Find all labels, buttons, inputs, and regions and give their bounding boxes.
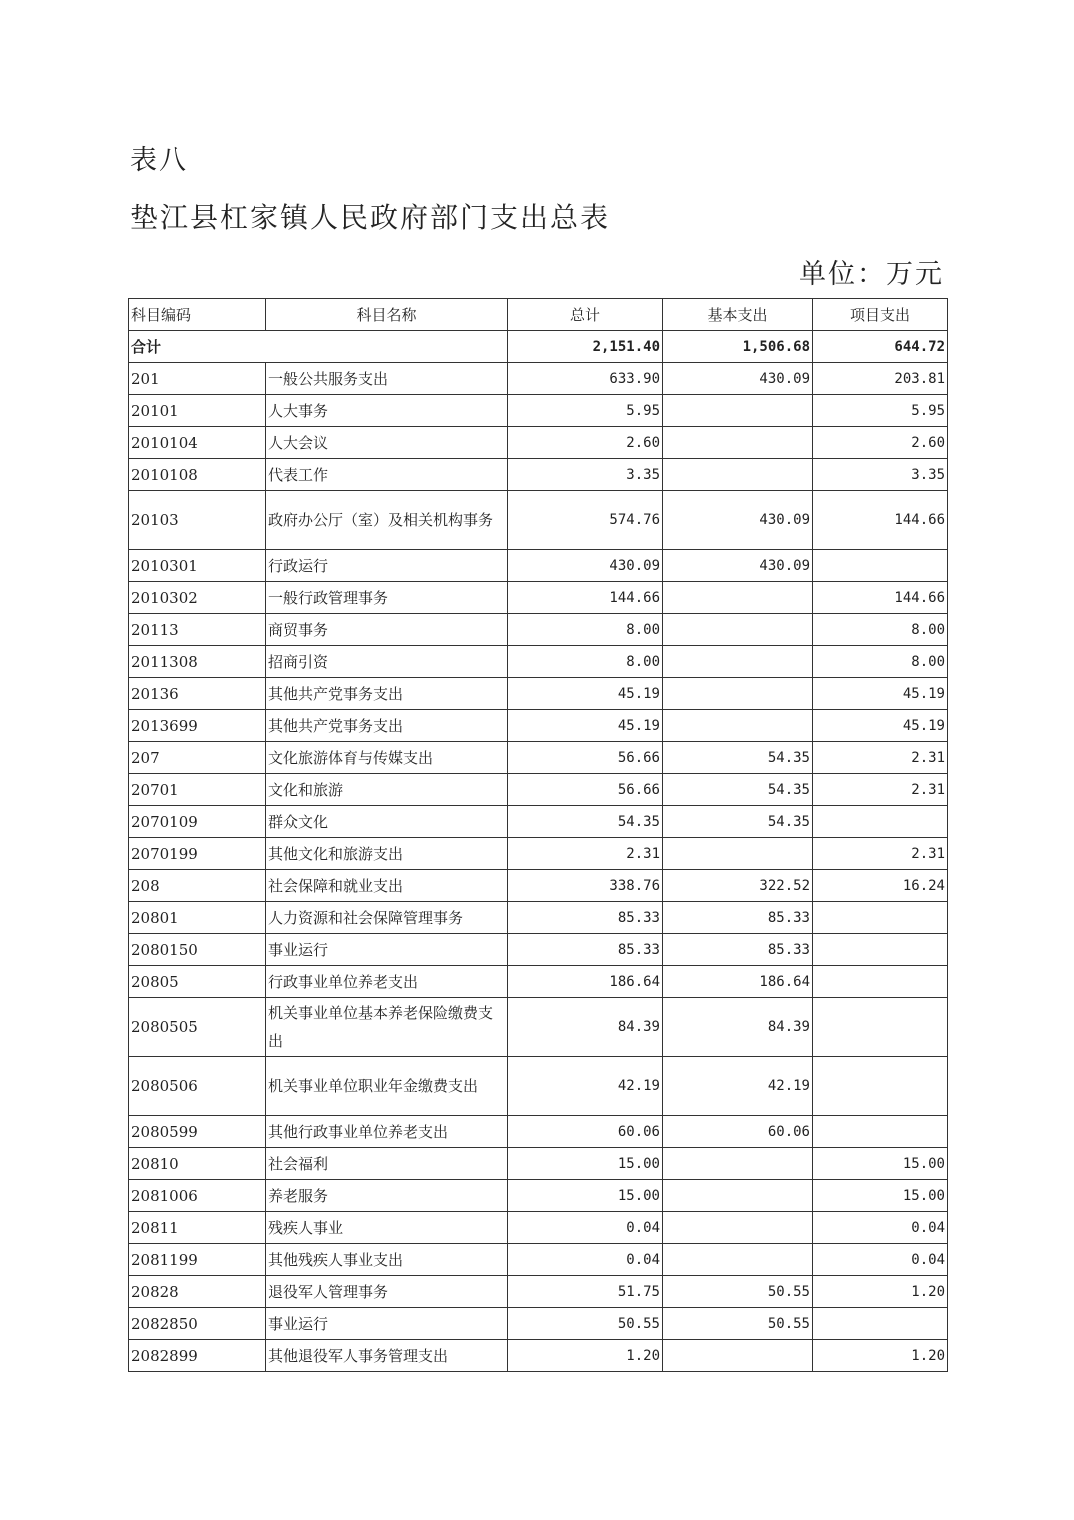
row-basic: 42.19 [663,1057,813,1116]
row-total: 45.19 [508,678,663,710]
row-project [813,966,948,998]
row-total: 1.20 [508,1340,663,1372]
row-total: 54.35 [508,806,663,838]
row-code: 201 [129,363,266,395]
row-total: 56.66 [508,742,663,774]
row-name: 社会保障和就业支出 [266,870,508,902]
row-project [813,1057,948,1116]
row-name: 行政事业单位养老支出 [266,966,508,998]
row-name: 人大会议 [266,427,508,459]
row-code: 2010301 [129,550,266,582]
table-row [129,1244,948,1276]
row-name: 社会福利 [266,1148,508,1180]
row-name: 人大事务 [266,395,508,427]
row-total: 430.09 [508,550,663,582]
row-basic [663,1244,813,1276]
header-row [129,299,948,331]
row-project: 0.04 [813,1244,948,1276]
header-basic: 基本支出 [663,299,813,331]
row-name: 事业运行 [266,934,508,966]
table-row [129,582,948,614]
table-row [129,1212,948,1244]
summary-total: 2,151.40 [508,331,663,363]
table-row [129,870,948,902]
row-code: 2010302 [129,582,266,614]
row-code: 2080505 [129,998,266,1057]
summary-row [129,331,948,363]
row-project: 2.31 [813,838,948,870]
table-row [129,363,948,395]
expenditure-table [128,298,948,1372]
row-total: 56.66 [508,774,663,806]
row-project [813,934,948,966]
row-total: 633.90 [508,363,663,395]
row-total: 144.66 [508,582,663,614]
row-total: 42.19 [508,1057,663,1116]
row-project: 2.60 [813,427,948,459]
header-name: 科目名称 [266,299,508,331]
table-row [129,902,948,934]
row-name: 其他文化和旅游支出 [266,838,508,870]
row-code: 2070199 [129,838,266,870]
row-code: 2013699 [129,710,266,742]
table-row [129,934,948,966]
row-project: 45.19 [813,678,948,710]
row-project: 15.00 [813,1148,948,1180]
row-total: 8.00 [508,646,663,678]
row-basic [663,1340,813,1372]
row-code: 2011308 [129,646,266,678]
row-name: 养老服务 [266,1180,508,1212]
unit-label: 单位：万元 [799,259,944,290]
row-project: 2.31 [813,742,948,774]
table-row [129,1180,948,1212]
row-total: 3.35 [508,459,663,491]
row-basic: 84.39 [663,998,813,1057]
row-code: 2081006 [129,1180,266,1212]
row-total: 85.33 [508,902,663,934]
table-row [129,1057,948,1116]
row-project [813,902,948,934]
header-project: 项目支出 [813,299,948,331]
row-total: 51.75 [508,1276,663,1308]
row-name: 招商引资 [266,646,508,678]
row-code: 2082899 [129,1340,266,1372]
row-basic [663,1212,813,1244]
table-row [129,427,948,459]
table-row [129,491,948,550]
row-basic [663,838,813,870]
row-basic [663,710,813,742]
row-basic: 85.33 [663,902,813,934]
row-code: 20828 [129,1276,266,1308]
row-total: 2.31 [508,838,663,870]
row-name: 事业运行 [266,1308,508,1340]
row-code: 2080150 [129,934,266,966]
row-basic [663,614,813,646]
row-project [813,1308,948,1340]
row-project: 2.31 [813,774,948,806]
row-basic [663,582,813,614]
row-name: 其他残疾人事业支出 [266,1244,508,1276]
row-code: 20805 [129,966,266,998]
row-code: 20810 [129,1148,266,1180]
row-name: 残疾人事业 [266,1212,508,1244]
row-name: 群众文化 [266,806,508,838]
table-row [129,395,948,427]
row-basic [663,1180,813,1212]
row-basic [663,395,813,427]
row-code: 20811 [129,1212,266,1244]
row-total: 574.76 [508,491,663,550]
table-row [129,678,948,710]
row-code: 20701 [129,774,266,806]
row-basic [663,678,813,710]
row-basic [663,427,813,459]
table-row [129,1340,948,1372]
row-name: 退役军人管理事务 [266,1276,508,1308]
row-total: 60.06 [508,1116,663,1148]
row-code: 2080506 [129,1057,266,1116]
table-row [129,459,948,491]
row-code: 2010104 [129,427,266,459]
row-project: 16.24 [813,870,948,902]
row-name: 行政运行 [266,550,508,582]
row-basic: 60.06 [663,1116,813,1148]
row-code: 2082850 [129,1308,266,1340]
table-row [129,1276,948,1308]
row-total: 15.00 [508,1148,663,1180]
row-project [813,550,948,582]
summary-basic: 1,506.68 [663,331,813,363]
header-total: 总计 [508,299,663,331]
table-row [129,646,948,678]
row-name: 其他共产党事务支出 [266,710,508,742]
row-code: 20103 [129,491,266,550]
header-code: 科目编码 [129,299,266,331]
row-name: 机关事业单位基本养老保险缴费支出 [266,998,508,1057]
table-row [129,1148,948,1180]
row-name: 政府办公厅（室）及相关机构事务 [266,491,508,550]
row-project: 8.00 [813,614,948,646]
row-code: 20113 [129,614,266,646]
table-row [129,1308,948,1340]
row-name: 一般公共服务支出 [266,363,508,395]
row-code: 20136 [129,678,266,710]
row-project: 1.20 [813,1340,948,1372]
row-project: 0.04 [813,1212,948,1244]
row-code: 20801 [129,902,266,934]
summary-project: 644.72 [813,331,948,363]
table-row [129,774,948,806]
row-total: 0.04 [508,1244,663,1276]
row-basic: 54.35 [663,742,813,774]
row-basic: 54.35 [663,806,813,838]
row-name: 代表工作 [266,459,508,491]
table-row [129,838,948,870]
row-name: 其他行政事业单位养老支出 [266,1116,508,1148]
row-code: 2010108 [129,459,266,491]
row-project: 5.95 [813,395,948,427]
row-name: 机关事业单位职业年金缴费支出 [266,1057,508,1116]
row-total: 84.39 [508,998,663,1057]
table-body [129,363,948,1372]
row-basic: 50.55 [663,1276,813,1308]
row-basic [663,459,813,491]
table-row [129,998,948,1057]
row-basic [663,646,813,678]
row-project: 8.00 [813,646,948,678]
document-title: 垫江县杠家镇人民政府部门支出总表 [130,201,611,234]
table-row [129,966,948,998]
summary-label: 合计 [129,331,508,363]
row-total: 338.76 [508,870,663,902]
row-code: 208 [129,870,266,902]
row-name: 其他退役军人事务管理支出 [266,1340,508,1372]
row-project: 15.00 [813,1180,948,1212]
row-project [813,1116,948,1148]
row-basic: 430.09 [663,550,813,582]
row-project: 3.35 [813,459,948,491]
row-project [813,806,948,838]
row-name: 文化和旅游 [266,774,508,806]
row-name: 其他共产党事务支出 [266,678,508,710]
row-project: 144.66 [813,491,948,550]
row-basic: 85.33 [663,934,813,966]
row-total: 50.55 [508,1308,663,1340]
row-total: 15.00 [508,1180,663,1212]
row-total: 0.04 [508,1212,663,1244]
table-row [129,806,948,838]
row-name: 人力资源和社会保障管理事务 [266,902,508,934]
row-total: 2.60 [508,427,663,459]
row-basic: 54.35 [663,774,813,806]
row-code: 207 [129,742,266,774]
row-code: 2070109 [129,806,266,838]
row-project: 203.81 [813,363,948,395]
row-code: 2080599 [129,1116,266,1148]
row-basic: 430.09 [663,363,813,395]
row-basic: 50.55 [663,1308,813,1340]
table-row [129,614,948,646]
row-name: 一般行政管理事务 [266,582,508,614]
table-row [129,710,948,742]
row-total: 45.19 [508,710,663,742]
row-project: 1.20 [813,1276,948,1308]
row-project: 144.66 [813,582,948,614]
table-number: 表八 [130,145,188,176]
table-row [129,550,948,582]
row-basic: 186.64 [663,966,813,998]
row-total: 5.95 [508,395,663,427]
table-row [129,1116,948,1148]
row-project [813,998,948,1057]
row-code: 2081199 [129,1244,266,1276]
row-total: 85.33 [508,934,663,966]
row-total: 8.00 [508,614,663,646]
row-project: 45.19 [813,710,948,742]
table-row [129,742,948,774]
row-name: 商贸事务 [266,614,508,646]
row-basic: 430.09 [663,491,813,550]
row-code: 20101 [129,395,266,427]
row-name: 文化旅游体育与传媒支出 [266,742,508,774]
row-total: 186.64 [508,966,663,998]
row-basic [663,1148,813,1180]
row-basic: 322.52 [663,870,813,902]
